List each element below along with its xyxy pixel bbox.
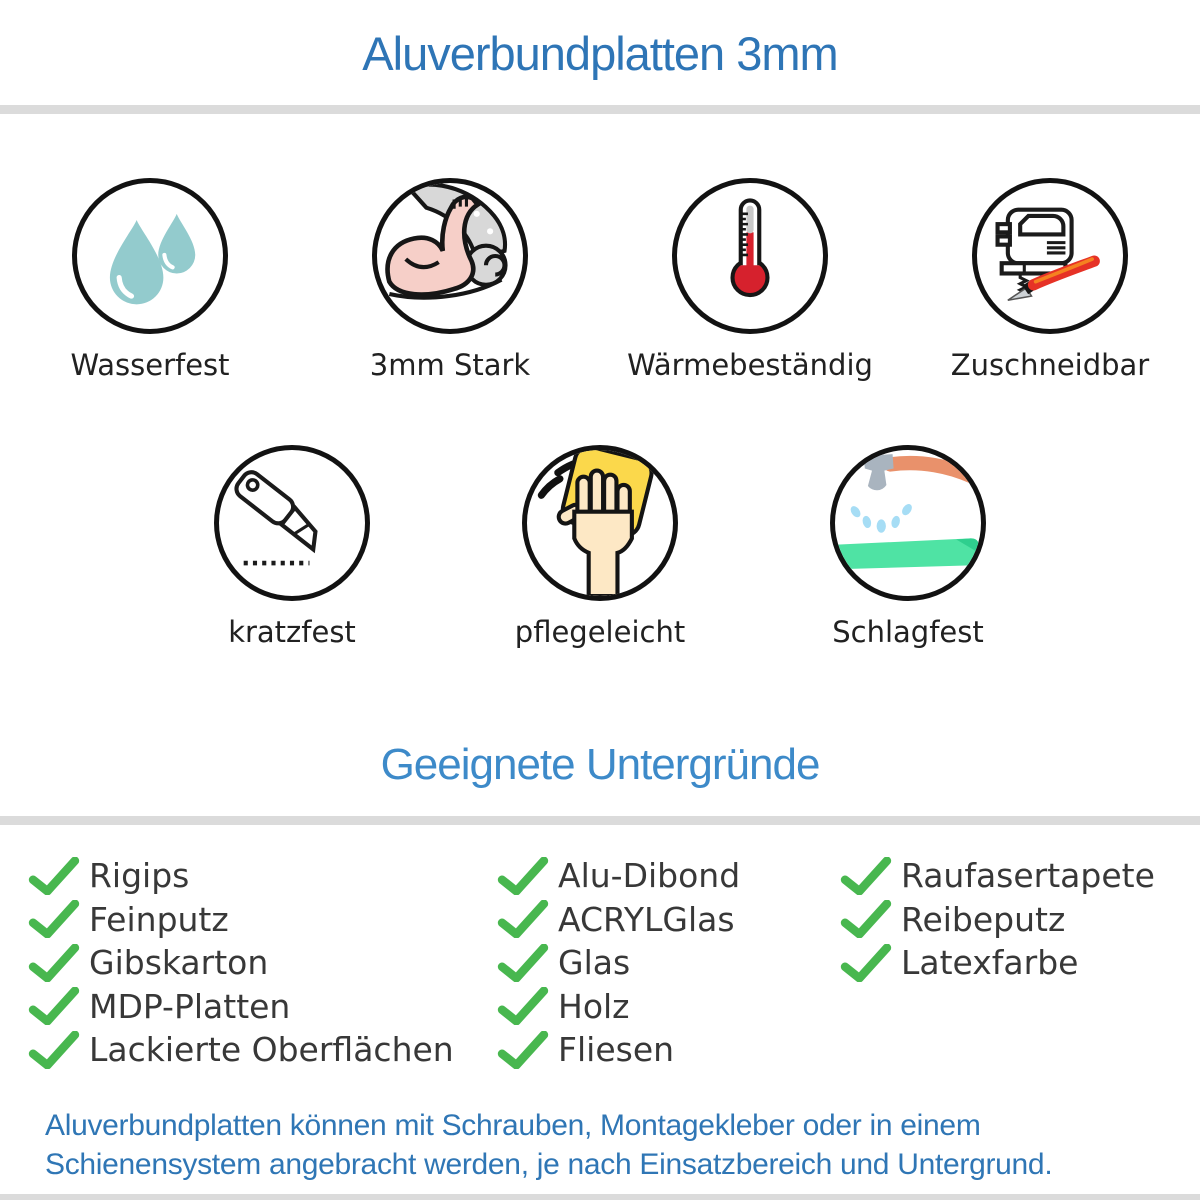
surface-label: Lackierte Oberflächen (89, 1030, 454, 1070)
surface-label: MDP-Platten (89, 986, 291, 1026)
mounting-note (45, 1106, 1175, 1184)
feature-label: Zuschneidbar (950, 348, 1150, 382)
page-title: Aluverbundplatten 3mm (362, 27, 838, 80)
checkmark-icon (497, 1031, 549, 1069)
surface-label: Rigips (89, 856, 190, 896)
list-item (497, 854, 740, 898)
feature-wasserfest (0, 178, 300, 382)
muscle-arm-panel-icon (372, 178, 528, 334)
checkmark-icon (28, 900, 80, 938)
feature-3mm-stark (300, 178, 600, 382)
list-item (497, 941, 740, 985)
surface-label: ACRYLGlas (558, 899, 735, 939)
surfaces-column-1 (28, 854, 454, 1072)
checkmark-icon (28, 857, 80, 895)
list-item (28, 1028, 454, 1072)
list-item (840, 854, 1155, 898)
checkmark-icon (840, 944, 892, 982)
list-item (497, 1028, 740, 1072)
feature-row-1 (0, 178, 1200, 382)
list-item (28, 854, 454, 898)
checkmark-icon (497, 944, 549, 982)
water-drops-icon (72, 178, 228, 334)
surface-label: Holz (558, 986, 630, 1026)
surface-label: Glas (558, 943, 631, 983)
checkmark-icon (840, 857, 892, 895)
list-item (28, 985, 454, 1029)
divider-middle (0, 816, 1200, 825)
list-item (497, 898, 740, 942)
feature-label: pflegeleicht (514, 615, 686, 649)
surfaces-heading: Geeignete Untergründe (380, 740, 820, 789)
checkmark-icon (840, 900, 892, 938)
checkmark-icon (28, 944, 80, 982)
surface-label: Raufasertapete (901, 856, 1155, 896)
list-item (840, 941, 1155, 985)
list-item (497, 985, 740, 1029)
checkmark-icon (497, 857, 549, 895)
feature-pflegeleicht (446, 445, 754, 649)
thermometer-icon (672, 178, 828, 334)
checkmark-icon (497, 987, 549, 1025)
feature-label: Schlagfest (832, 615, 984, 649)
surface-label: Alu-Dibond (558, 856, 741, 896)
list-item (28, 898, 454, 942)
mounting-note-line: Schienensystem angebracht werden, je nach Einsatzbereich und Untergrund. (45, 1148, 1053, 1181)
hand-cloth-icon (522, 445, 678, 601)
surface-label: Feinputz (89, 899, 229, 939)
list-item (840, 898, 1155, 942)
feature-label: Wärmebeständig (627, 348, 873, 382)
surface-label: Reibeputz (901, 899, 1066, 939)
checkmark-icon (28, 987, 80, 1025)
feature-label: Wasserfest (70, 348, 230, 382)
list-item (28, 941, 454, 985)
feature-label: kratzfest (228, 615, 356, 649)
divider-bottom (0, 1194, 1200, 1200)
mounting-note-line: Aluverbundplatten können mit Schrauben, Montagekleber oder in einem (45, 1109, 981, 1142)
surfaces-column-2 (497, 854, 740, 1072)
feature-row-2 (0, 445, 1200, 649)
feature-schlagfest (754, 445, 1062, 649)
surface-label: Gibskarton (89, 943, 269, 983)
feature-kratzfest (138, 445, 446, 649)
jigsaw-cutter-icon (972, 178, 1128, 334)
hammer-impact-icon (830, 445, 986, 601)
surfaces-checklist (0, 854, 1200, 1094)
surface-label: Latexfarbe (901, 943, 1079, 983)
checkmark-icon (28, 1031, 80, 1069)
divider-top (0, 105, 1200, 114)
utility-knife-icon (214, 445, 370, 601)
surfaces-column-3 (840, 854, 1155, 985)
feature-zuschneidbar (900, 178, 1200, 382)
feature-waermebestaendig (600, 178, 900, 382)
surface-label: Fliesen (558, 1030, 675, 1070)
checkmark-icon (497, 900, 549, 938)
feature-label: 3mm Stark (369, 348, 531, 382)
